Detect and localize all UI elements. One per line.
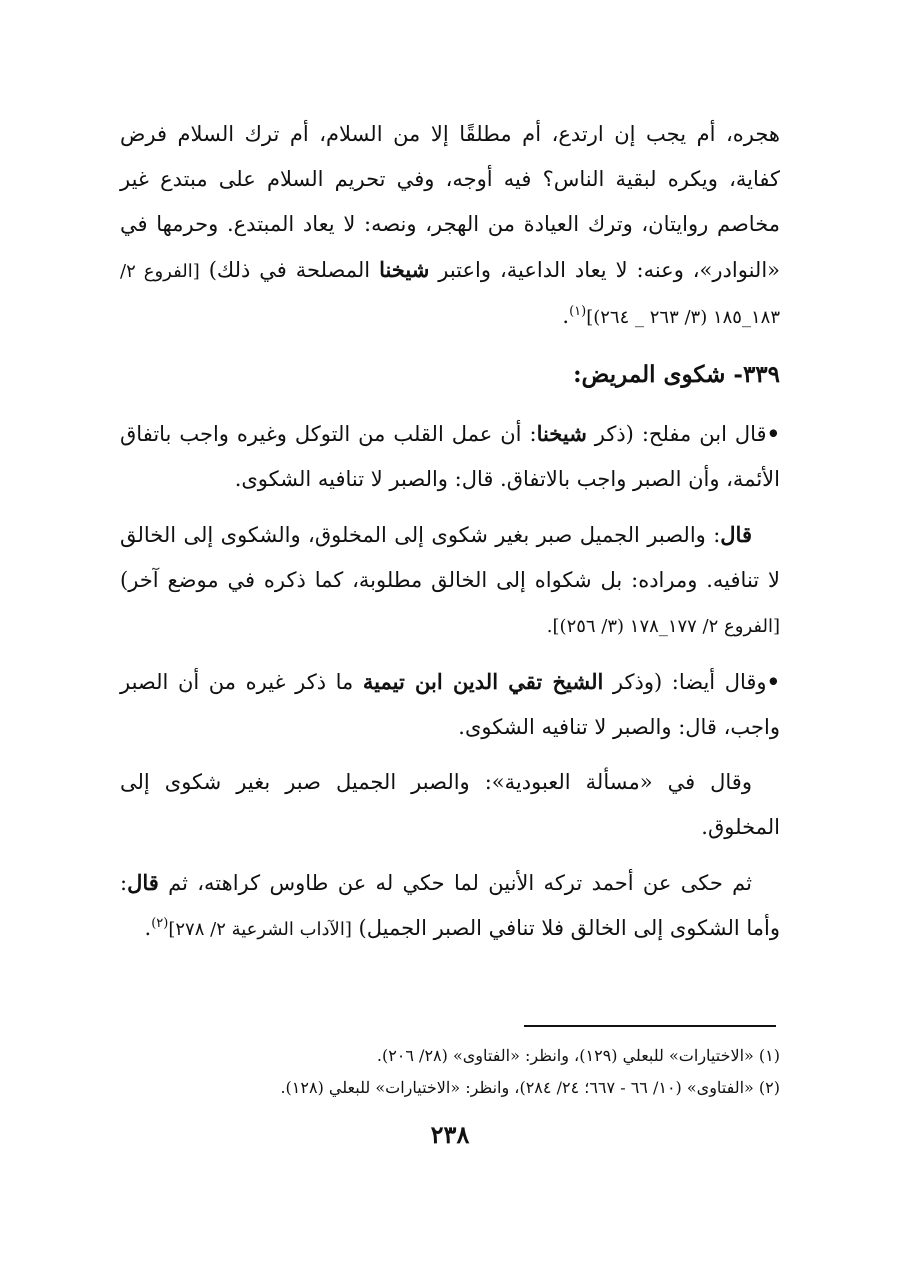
page-body: [120, 112, 780, 962]
source-reference: [الفروع ٢/ ١٨٣_١٨٥ (٣/ ٢٦٣ _ ٢٦٤)]: [120, 261, 780, 328]
paragraph-text: وقال أيضا: (وذكر: [603, 670, 767, 694]
paragraph-text: : والصبر الجميل صبر بغير شكوى إلى المخلوق، والشكوى إلى الخالق لا تنافيه. ومراده: بل شكواه إلى الخالق مطلوبة، كما ذكره في موضع آخر): [120, 523, 780, 592]
paragraph-4: [120, 760, 780, 850]
paragraph-text: ما ذكر غيره من أن الصبر واجب، قال: والصبر لا تنافيه الشكوى.: [120, 670, 780, 739]
continuation-paragraph: [120, 112, 780, 340]
footnote-marker: (٢): [151, 916, 169, 931]
emphasis-text: الشيخ تقي الدين ابن تيمية: [362, 669, 604, 694]
bullet-icon: •: [766, 669, 781, 694]
footnote-divider: [524, 1025, 776, 1027]
source-reference: [الآداب الشرعية ٢/ ٢٧٨]: [168, 919, 352, 940]
emphasis-text: قال: [127, 870, 159, 895]
emphasis-text: شيخنا: [536, 421, 587, 446]
footnotes: [120, 1040, 780, 1104]
paragraph-1: [120, 411, 780, 502]
paragraph-text: وقال في «مسألة العبودية»: والصبر الجميل صبر بغير شكوى إلى المخلوق.: [120, 770, 780, 839]
paragraph-text: المصلحة في ذلك): [208, 258, 380, 282]
paragraph-text: قال ابن مفلح: (ذكر: [586, 422, 767, 446]
section-heading: ٣٣٩- شكوى المريض:: [573, 361, 780, 388]
emphasis-text: شيخنا: [379, 257, 430, 282]
footnote-2: (٢) «الفتاوى» (١٠/ ٦٦ - ٦٦٧؛ ٢٤/ ٢٨٤)، وانظر: «الاختيارات» للبعلي (١٢٨).: [280, 1078, 780, 1097]
page-number: ٢٣٨: [430, 1120, 470, 1149]
emphasis-text: قال: [720, 522, 752, 547]
paragraph-2: [120, 512, 780, 649]
bullet-icon: •: [766, 421, 780, 446]
paragraph-text: : وأما الشكوى إلى الخالق فلا تنافي الصبر الجميل): [120, 871, 780, 940]
punctuation: .: [144, 916, 152, 940]
source-reference: [الفروع ٢/ ١٧٧_١٧٨ (٣/ ٢٥٦)].: [546, 616, 780, 637]
paragraph-text: ثم حكى عن أحمد تركه الأنين لما حكي له عن طاوس كراهته، ثم: [158, 871, 752, 895]
punctuation: .: [562, 304, 570, 328]
paragraph-text: هجره، أم يجب إن ارتدع، أم مطلقًا إلا من السلام، أم ترك السلام فرض كفاية، ويكره لبقية الناس؟ فيه أوجه، وفي تحريم السلام على مبتدع غير مخاصم روايتان، وترك العيادة من الهجر، ونصه: لا يعاد المبتدع. وحرمها في «النوادر»، وعنه: لا يعاد الداعية، واعتبر: [120, 122, 781, 282]
paragraph-text: : أن عمل القلب من التوكل وغيره واجب باتفاق الأئمة، وأن الصبر واجب بالاتفاق. قال: والصبر لا تنافيه الشكوى.: [120, 422, 780, 491]
paragraph-3: [120, 659, 780, 750]
footnote-1: (١) «الاختيارات» للبعلي (١٢٩)، وانظر: «الفتاوى» (٢٨/ ٢٠٦).: [376, 1046, 780, 1065]
footnote-marker: (١): [569, 304, 587, 319]
paragraph-5: [120, 860, 780, 952]
